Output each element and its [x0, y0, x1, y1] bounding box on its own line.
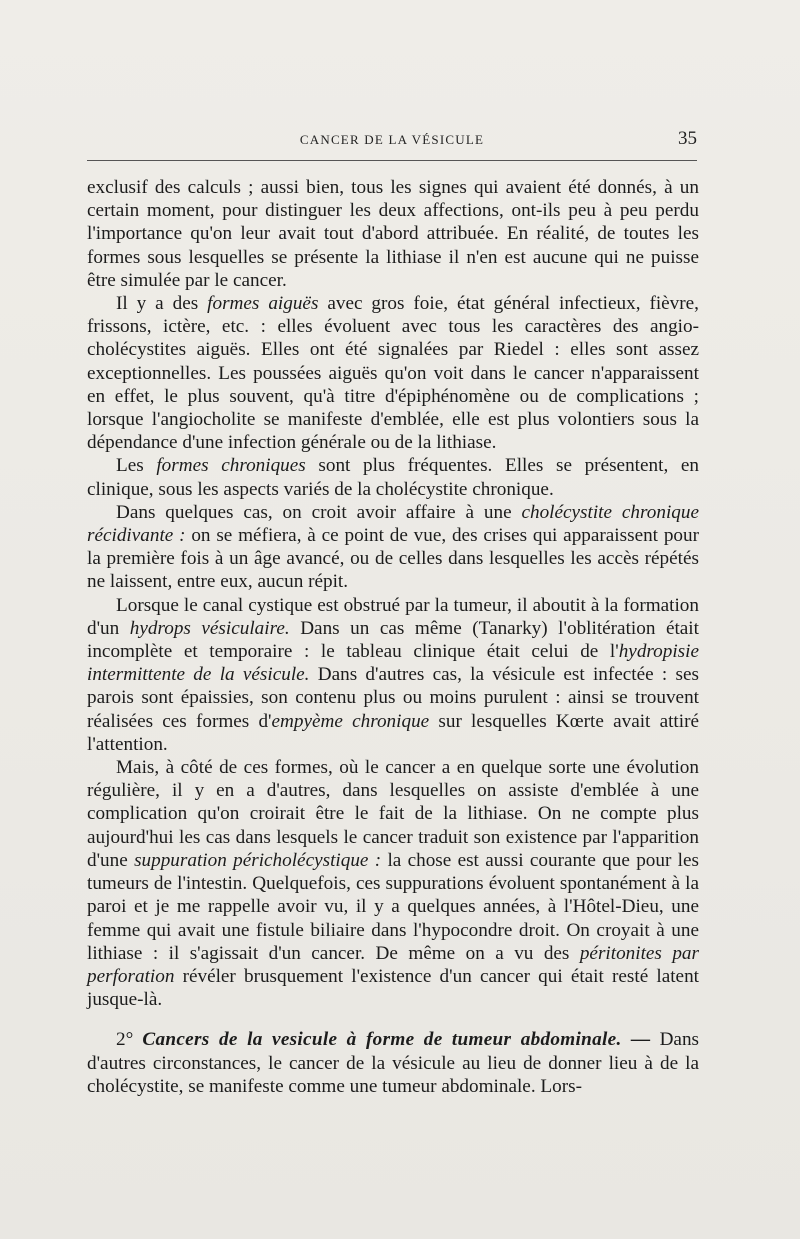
text-run: exclusif des calculs ; aussi bien, tous les signes qui avaient été donnés, à un certain moment, pour distinguer les deux affections, ont-ils peu à peu perdu l'importance qu'on leur avait tout d'abord attribuée. En réalité, de toutes les formes sous lesquelles se présente la lithiase il n'en est aucune qui ne puisse être simulée par le cancer.: [87, 177, 699, 291]
text-run: Dans d'autres cas, la vésicule est infectée : ses parois sont épaissies, son contenu plus ou moins purulent : ainsi se trouvent réalisées ces formes d': [87, 664, 699, 732]
italic-term: péritonites par perforation: [87, 942, 699, 987]
text-run: révéler brusquement l'existence d'un cancer qui était resté latent jusque-là.: [87, 965, 699, 1011]
body-text: [87, 176, 699, 1098]
page-header: [87, 128, 697, 156]
italic-term: hydrops vésiculaire.: [129, 617, 290, 639]
text-run: sur lesquelles Kœrte avait attiré l'attention.: [87, 710, 699, 755]
text-run: Les: [116, 455, 157, 477]
text-run: Dans quelques cas, on croit avoir affaire à une: [116, 501, 522, 523]
italic-term: formes aiguës: [207, 293, 319, 315]
italic-term: cholécystite chronique récidivante :: [87, 501, 699, 547]
paragraph-2: [87, 292, 699, 454]
paragraph-4: [87, 501, 699, 594]
page-number: 35: [678, 128, 697, 149]
italic-term: formes chroniques: [156, 455, 306, 477]
section-number: 2°: [116, 1029, 134, 1051]
text-run: la chose est aussi courante que pour les tumeurs de l'intestin. Quelquefois, ces suppurations évoluent spontanément à la paroi et je me rappelle avoir vu, il y a quelques années, à l'Hôtel-Dieu, une femme qui avait une fistule biliaire dans l'hypocondre droit. On croyait à une lithiase : il s'agissait d'un cancer. De même on a vu des: [87, 849, 700, 964]
section-2-paragraph: [87, 1028, 699, 1098]
text-run: Il y a des: [116, 293, 208, 315]
text-run: sont plus fréquentes. Elles se présentent, en clinique, sous les aspects variés de la cholécystite chronique.: [87, 455, 699, 500]
text-run: Dans un cas même (Tanarky) l'oblitération était incomplète et temporaire : le tableau clinique était celui de l': [87, 617, 699, 663]
text-run: Mais, à côté de ces formes, où le cancer a en quelque sorte une évolution régulière, il y en a d'autres, dans lesquelles on assiste d'emblée à une complication qu'on croirait être le fait de la lithiase. On ne compte plus aujourd'hui les cas dans lesquels le cancer traduit son existence par l'apparition d'une: [87, 757, 699, 871]
paragraph-1: [87, 176, 699, 292]
section-title: Cancers de la vesicule à forme de tumeur abdominale. —: [142, 1029, 651, 1051]
text-run: avec gros foie, état général infectieux, fièvre, frissons, ictère, etc. : elles évoluent avec tous les caractères des angio-cholécystites aiguës. Elles ont été signalées par Riedel : elles sont assez exceptionnelles. Les poussées aiguës qu'on voit dans le cancer n'apparaissent en effet, le plus souvent, qu'à titre d'épiphénomène ou de complications ; lorsque l'angiocholite se manifeste d'emblée, elle est plus volontiers sous la dépendance d'une infection générale ou de la lithiase.: [87, 293, 699, 454]
running-title: CANCER DE LA VÉSICULE: [299, 132, 485, 147]
text-run: on se méfiera, à ce point de vue, des crises qui apparaissent pour la première fois à un âge avancé, ou de celles dans lesquelles les accès répétés ne laissent, entre eux, aucun répit.: [87, 525, 699, 593]
header-rule: [87, 160, 697, 161]
italic-term: suppuration péricholécystique :: [134, 849, 382, 871]
paragraph-6: [87, 756, 699, 1011]
paragraph-5: [87, 594, 699, 756]
italic-term: hydropisie intermittente de la vésicule.: [87, 641, 699, 686]
paragraph-3: [87, 454, 699, 500]
italic-term: empyème chronique: [271, 710, 430, 732]
text-run: Lorsque le canal cystique est obstrué par la tumeur, il aboutit à la formation d'un: [87, 594, 699, 639]
text-run: Dans d'autres circonstances, le cancer de la vésicule au lieu de donner lieu à de la cholécystite, se manifeste comme une tumeur abdominale. Lors-: [87, 1029, 699, 1097]
